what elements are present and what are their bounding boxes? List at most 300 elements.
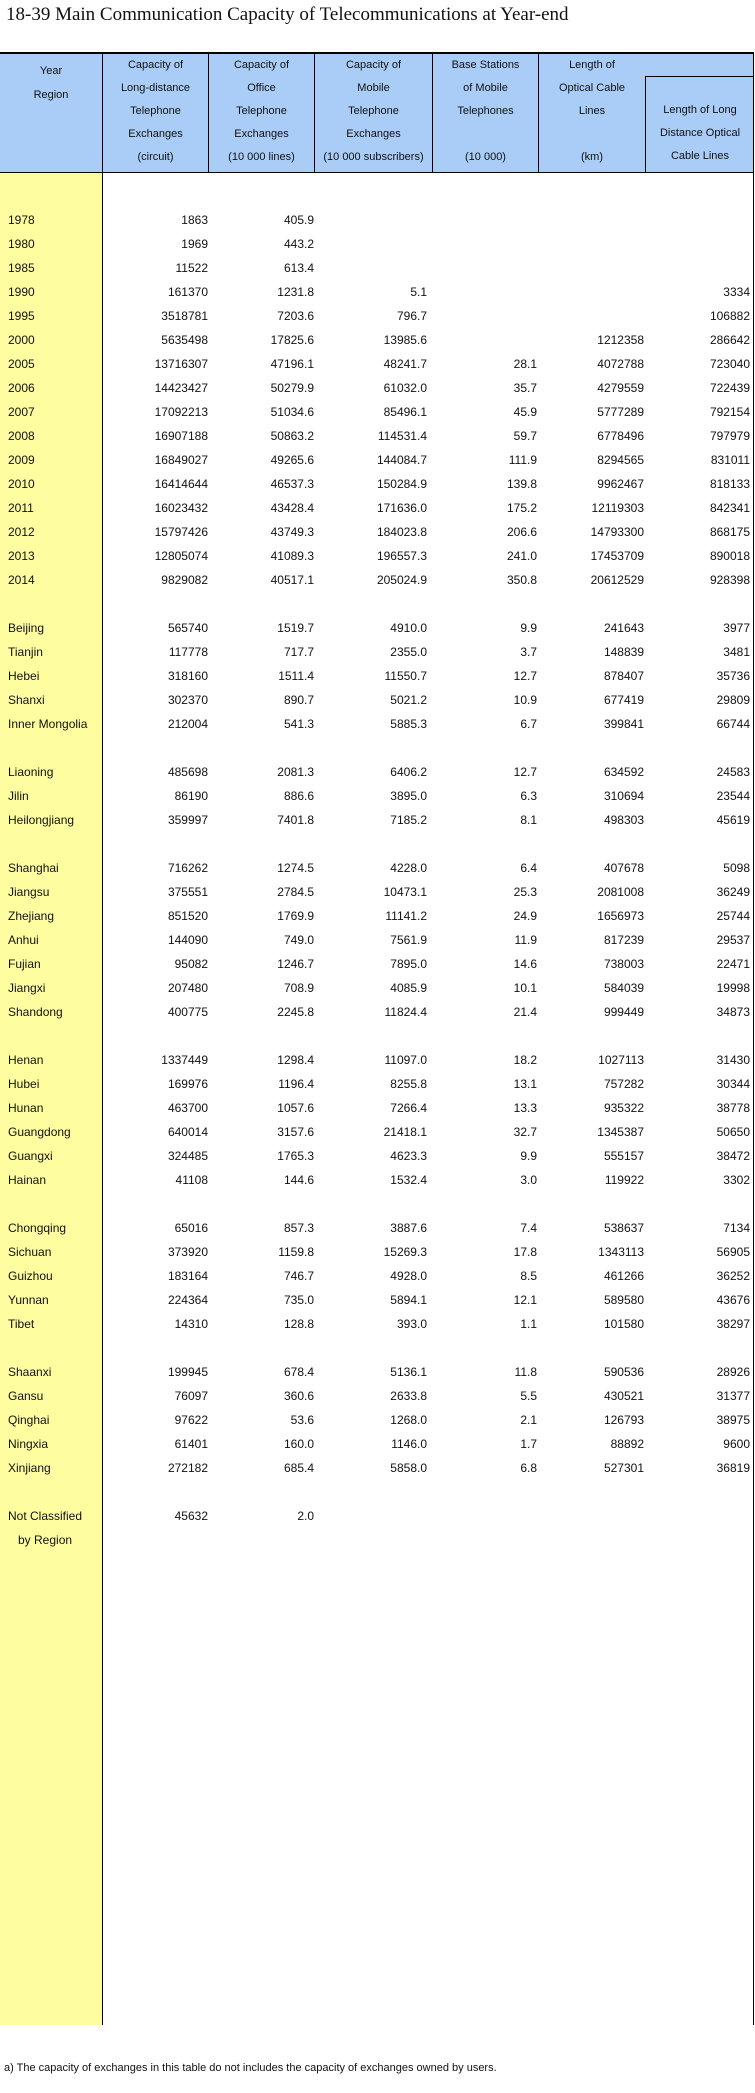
table-cell: 169976 [167, 1077, 208, 1091]
table-row [0, 498, 753, 518]
table-cell: 6.7 [520, 717, 537, 731]
table-cell: 17.8 [513, 1245, 537, 1259]
table-cell: 565740 [167, 621, 208, 635]
table-cell: 749.0 [283, 933, 314, 947]
table-cell: 935322 [603, 1101, 644, 1115]
table-cell: 171636.0 [376, 501, 427, 515]
table-row [0, 954, 753, 974]
table-cell: 47196.1 [270, 357, 314, 371]
table-cell: 1765.3 [277, 1149, 314, 1163]
table-cell: 35736 [716, 669, 750, 683]
table-cell: 2.1 [520, 1413, 537, 1427]
table-cell: 735.0 [283, 1293, 314, 1307]
table-row [0, 1434, 753, 1454]
header-col-office-exchanges [208, 54, 314, 172]
row-label: Beijing [8, 621, 45, 635]
table-cell: 144.6 [283, 1173, 314, 1187]
header-line: Long-distance [120, 82, 191, 94]
table-cell: 28.1 [513, 357, 537, 371]
table-cell: 851520 [167, 909, 208, 923]
row-label: Anhui [8, 933, 39, 947]
table-cell: 15797426 [154, 525, 208, 539]
row-label: Hebei [8, 669, 40, 683]
table-cell: 212004 [167, 717, 208, 731]
row-label: Ningxia [8, 1437, 49, 1451]
row-label: Shanxi [8, 693, 45, 707]
table-row [0, 1362, 753, 1382]
table-cell: 11.8 [514, 1365, 537, 1379]
table-cell: 1159.8 [278, 1245, 314, 1259]
table-cell: 5635498 [161, 333, 208, 347]
table-cell: 38975 [716, 1413, 750, 1427]
table-cell: 1268.0 [390, 1413, 427, 1427]
table-cell: 1231.8 [277, 285, 314, 299]
table-cell: 126793 [603, 1413, 644, 1427]
table-row [0, 1266, 753, 1286]
table-cell: 50279.9 [270, 381, 314, 395]
table-cell: 45619 [716, 813, 750, 827]
table-cell: 310694 [603, 789, 644, 803]
table-cell: 6778496 [597, 429, 644, 443]
header-line: Exchanges [346, 128, 401, 140]
table-cell: 1863 [181, 213, 208, 227]
table-row [0, 978, 753, 998]
table-cell: 12119303 [591, 501, 644, 515]
table-cell: 318160 [167, 669, 208, 683]
table-cell: 878407 [603, 669, 644, 683]
table-cell: 21.4 [513, 1005, 537, 1019]
table-cell: 2633.8 [390, 1389, 427, 1403]
table-cell: 50650 [716, 1125, 750, 1139]
table-cell: 14793300 [590, 525, 644, 539]
table-cell: 28926 [716, 1365, 750, 1379]
table-cell: 5136.1 [390, 1365, 427, 1379]
table-row [0, 546, 753, 566]
table-cell: 19998 [716, 981, 750, 995]
table-cell: 32.7 [513, 1125, 537, 1139]
table-cell: 4910.0 [390, 621, 427, 635]
table-cell: 36819 [716, 1461, 750, 1475]
table-cell: 119922 [604, 1173, 644, 1187]
table-cell: 723040 [709, 357, 750, 371]
table-cell: 34873 [716, 1005, 750, 1019]
table-row [0, 666, 753, 686]
table-cell: 678.4 [283, 1365, 314, 1379]
table-cell: 101580 [603, 1317, 644, 1331]
table-cell: 23544 [716, 789, 750, 803]
table-header [0, 52, 753, 173]
header-line: Capacity of [233, 59, 290, 71]
table-cell: 38472 [716, 1149, 750, 1163]
table-cell: 184023.8 [376, 525, 427, 539]
table-cell: 6.8 [520, 1461, 537, 1475]
table-cell: 708.9 [283, 981, 314, 995]
header-col-optical-cable-length [539, 54, 645, 172]
header-col-mobile-exchanges [314, 54, 432, 172]
table-cell: 7.4 [520, 1221, 537, 1235]
table-cell: 35.7 [513, 381, 537, 395]
table-cell: 183164 [167, 1269, 208, 1283]
table-cell: 56905 [716, 1245, 750, 1259]
table-cell: 14.6 [513, 957, 537, 971]
table-cell: 360.6 [283, 1389, 314, 1403]
table-cell: 7561.9 [390, 933, 427, 947]
row-label: Henan [8, 1053, 44, 1067]
table-cell: 613.4 [283, 261, 314, 275]
table-cell: 485698 [167, 765, 208, 779]
table-cell: 31430 [716, 1053, 750, 1067]
header-line: Optical Cable [558, 82, 626, 94]
header-col-optical-cable-group [538, 54, 753, 172]
header-line: Lines [578, 105, 606, 117]
table-cell: 196557.3 [376, 549, 427, 563]
table-cell: 375551 [167, 885, 208, 899]
table-cell: 498303 [603, 813, 644, 827]
header-line: Telephone [236, 105, 287, 117]
table-cell: 7401.8 [277, 813, 314, 827]
table-row [0, 402, 753, 422]
table-cell: 538637 [603, 1221, 644, 1235]
table-cell: 25744 [716, 909, 750, 923]
table-cell: 443.2 [283, 237, 314, 251]
table-cell: 51034.6 [270, 405, 314, 419]
table-cell: 241643 [603, 621, 644, 635]
table-cell: 677419 [603, 693, 644, 707]
table-cell: 350.8 [506, 573, 537, 587]
table-cell: 1532.4 [390, 1173, 427, 1187]
table-cell: 18.2 [513, 1053, 537, 1067]
table-cell: 286642 [709, 333, 750, 347]
header-line: Exchanges [128, 128, 183, 140]
table-cell: 463700 [167, 1101, 208, 1115]
table-row [0, 1458, 753, 1478]
table-cell: 24583 [716, 765, 750, 779]
table-cell: 36249 [716, 885, 750, 899]
header-line: Length of [569, 59, 615, 71]
row-label: Heilongjiang [8, 813, 75, 827]
table-cell: 40517.1 [270, 573, 314, 587]
table-cell: 1027113 [598, 1053, 644, 1067]
table-cell: 31377 [716, 1389, 750, 1403]
table-cell: 13716307 [154, 357, 208, 371]
row-label: 1980 [8, 237, 35, 251]
table-row [0, 810, 753, 830]
row-label: 2007 [8, 405, 35, 419]
table-cell: 97622 [174, 1413, 208, 1427]
table-cell: 831011 [710, 453, 750, 467]
table-cell: 199945 [167, 1365, 208, 1379]
table-cell: 5098 [723, 861, 750, 875]
table-cell: 4623.3 [390, 1149, 427, 1163]
row-label: 2009 [8, 453, 35, 467]
table-cell: 3.0 [520, 1173, 537, 1187]
row-label: 1990 [8, 285, 35, 299]
table-cell: 2.0 [297, 1509, 314, 1523]
row-label: Qinghai [8, 1413, 50, 1427]
table-cell: 88892 [610, 1437, 644, 1451]
table-cell: 43676 [716, 1293, 750, 1307]
table-cell: 1.7 [520, 1437, 537, 1451]
table-cell: 161370 [167, 285, 208, 299]
header-col-base-stations [432, 54, 538, 172]
table-cell: 21418.1 [383, 1125, 427, 1139]
table-cell: 7266.4 [390, 1101, 427, 1115]
table-cell: 1969 [181, 237, 208, 251]
table-cell: 6.4 [520, 861, 537, 875]
table-cell: 5858.0 [390, 1461, 427, 1475]
table-row [0, 906, 753, 926]
header-line: Mobile [357, 82, 390, 94]
table-cell: 150284.9 [376, 477, 427, 491]
table-cell: 890.7 [283, 693, 314, 707]
table-cell: 41108 [175, 1173, 208, 1187]
table-cell: 48241.7 [383, 357, 427, 371]
row-label: by Region [18, 1533, 73, 1547]
table-cell: 3518781 [161, 309, 208, 323]
header-line: Cable Lines [670, 150, 730, 162]
table-cell: 928398 [709, 573, 750, 587]
table-row [0, 354, 753, 374]
table-cell: 11097.0 [384, 1053, 427, 1067]
table-cell: 13.3 [513, 1101, 537, 1115]
table-cell: 144090 [167, 933, 208, 947]
header-row-label [0, 54, 102, 172]
header-line: (circuit) [137, 151, 174, 163]
row-label: Hainan [8, 1173, 47, 1187]
table-cell: 3.7 [520, 645, 537, 659]
table-cell: 29537 [716, 933, 750, 947]
table-cell: 38778 [716, 1101, 750, 1115]
header-line: Distance Optical [659, 127, 741, 139]
table-cell: 757282 [603, 1077, 644, 1091]
table-cell: 1511.4 [278, 669, 314, 683]
row-label: Shanghai [8, 861, 59, 875]
table-cell: 857.3 [283, 1221, 314, 1235]
table-cell: 5894.1 [390, 1293, 427, 1307]
table-cell: 6406.2 [390, 765, 427, 779]
table-cell: 685.4 [283, 1461, 314, 1475]
table-cell: 7134 [723, 1221, 750, 1235]
table-cell: 46537.3 [270, 477, 314, 491]
table-cell: 590536 [603, 1365, 644, 1379]
table-row [0, 786, 753, 806]
table-cell: 4228.0 [390, 861, 427, 875]
table-row [0, 762, 753, 782]
table-cell: 1246.7 [277, 957, 314, 971]
table-cell: 241.0 [506, 549, 537, 563]
table-cell: 6.3 [520, 789, 537, 803]
table-cell: 17825.6 [270, 333, 314, 347]
table-row [0, 930, 753, 950]
table-cell: 634592 [603, 765, 644, 779]
table-cell: 584039 [603, 981, 644, 995]
table-cell: 430521 [603, 1389, 644, 1403]
table-cell: 400775 [167, 1005, 208, 1019]
table-cell: 796.7 [396, 309, 427, 323]
table-row [0, 450, 753, 470]
table-cell: 589580 [603, 1293, 644, 1307]
table-cell: 16023432 [154, 501, 208, 515]
table-cell: 2081008 [597, 885, 644, 899]
table-row [0, 1386, 753, 1406]
table-cell: 3895.0 [390, 789, 427, 803]
table-cell: 11522 [175, 261, 208, 275]
table-cell: 2245.8 [277, 1005, 314, 1019]
table-row [0, 1242, 753, 1262]
row-label: Shaanxi [8, 1365, 52, 1379]
table-cell: 9829082 [161, 573, 208, 587]
table-cell: 5.1 [410, 285, 427, 299]
table-cell: 148839 [603, 645, 644, 659]
table-cell: 842341 [709, 501, 750, 515]
table-cell: 1196.4 [278, 1077, 314, 1091]
table-cell: 111.9 [508, 453, 537, 467]
table-cell: 12.7 [513, 765, 537, 779]
header-line: Capacity of [345, 59, 402, 71]
row-label: 2010 [8, 477, 35, 491]
table-cell: 999449 [603, 1005, 644, 1019]
table-cell: 224364 [167, 1293, 208, 1307]
table-cell: 7895.0 [390, 957, 427, 971]
header-line: (km) [581, 151, 603, 163]
row-label: Jiangxi [8, 981, 46, 995]
table-row [0, 1146, 753, 1166]
table-cell: 12.1 [513, 1293, 537, 1307]
table-cell: 50863.2 [270, 429, 314, 443]
table-cell: 53.6 [290, 1413, 314, 1427]
table-row [0, 1410, 753, 1430]
row-label: Zhejiang [8, 909, 55, 923]
row-label: 1978 [8, 213, 35, 227]
header-region-label: Region [33, 89, 69, 101]
table-cell: 746.7 [283, 1269, 314, 1283]
table-row [0, 714, 753, 734]
table-cell: 3887.6 [390, 1221, 427, 1235]
table-cell: 207480 [167, 981, 208, 995]
table-cell: 324485 [167, 1149, 208, 1163]
table-row [0, 426, 753, 446]
table-cell: 640014 [167, 1125, 208, 1139]
table-cell: 12.7 [513, 669, 537, 683]
table-cell: 61401 [174, 1437, 208, 1451]
table-cell: 9.9 [520, 621, 537, 635]
table-row [0, 570, 753, 590]
table-cell: 1345387 [597, 1125, 644, 1139]
table-cell: 175.2 [506, 501, 537, 515]
table-cell: 1057.6 [277, 1101, 314, 1115]
table-row [0, 642, 753, 662]
table-cell: 59.7 [513, 429, 537, 443]
table-cell: 11824.4 [384, 1005, 427, 1019]
table-cell: 8.1 [520, 813, 537, 827]
table-cell: 8294565 [597, 453, 644, 467]
table-cell: 10.9 [513, 693, 537, 707]
table-cell: 43428.4 [270, 501, 314, 515]
row-label: Not Classified [8, 1509, 83, 1523]
table-row [0, 1050, 753, 1070]
table-cell: 114531.4 [377, 429, 427, 443]
table-cell: 10.1 [513, 981, 537, 995]
table-cell: 7185.2 [390, 813, 427, 827]
table-cell: 4279559 [597, 381, 644, 395]
table-row [0, 1290, 753, 1310]
row-label-continuation [0, 1530, 753, 1550]
row-label: 1995 [8, 309, 35, 323]
table-row [0, 1506, 753, 1526]
table-row [0, 378, 753, 398]
table-cell: 5.5 [520, 1389, 537, 1403]
table-cell: 722439 [709, 381, 750, 395]
table-cell: 792154 [709, 405, 750, 419]
table-cell: 9.9 [520, 1149, 537, 1163]
row-label: Fujian [8, 957, 41, 971]
table-cell: 1656973 [597, 909, 644, 923]
table-cell: 11141.2 [385, 909, 427, 923]
table-cell: 45.9 [513, 405, 537, 419]
header-line: Telephones [457, 105, 514, 117]
table-cell: 76097 [174, 1389, 208, 1403]
table-cell: 373920 [167, 1245, 208, 1259]
table-cell: 890018 [709, 549, 750, 563]
table-row [0, 1170, 753, 1190]
table-cell: 66744 [716, 717, 750, 731]
table-cell: 36252 [716, 1269, 750, 1283]
table-cell: 205024.9 [376, 573, 427, 587]
table-cell: 717.7 [283, 645, 314, 659]
table-cell: 144084.7 [376, 453, 427, 467]
table-cell: 4085.9 [390, 981, 427, 995]
table-cell: 461266 [603, 1269, 644, 1283]
row-label: Yunnan [8, 1293, 49, 1307]
row-label: Guangxi [8, 1149, 53, 1163]
table-cell: 817239 [603, 933, 644, 947]
row-label: Shandong [8, 1005, 63, 1019]
table-cell: 1146.0 [391, 1437, 427, 1451]
table-row [0, 618, 753, 638]
table-cell: 5021.2 [390, 693, 427, 707]
table-cell: 8.5 [520, 1269, 537, 1283]
table-cell: 160.0 [283, 1437, 314, 1451]
row-label: Inner Mongolia [8, 717, 88, 731]
table-cell: 17453709 [590, 549, 644, 563]
table-cell: 541.3 [283, 717, 314, 731]
table-cell: 4928.0 [390, 1269, 427, 1283]
header-line: Telephone [130, 105, 181, 117]
table-cell: 11.9 [514, 933, 537, 947]
table-cell: 272182 [167, 1461, 208, 1475]
table-cell: 1298.4 [277, 1053, 314, 1067]
table-cell: 797979 [709, 429, 750, 443]
table-cell: 2784.5 [277, 885, 314, 899]
row-label: 2005 [8, 357, 35, 371]
row-label: 2014 [8, 573, 35, 587]
row-label: Tibet [8, 1317, 35, 1331]
row-label: 2006 [8, 381, 35, 395]
header-line: Telephone [348, 105, 399, 117]
table-cell: 11550.7 [384, 669, 427, 683]
row-label: 2000 [8, 333, 35, 347]
header-line: of Mobile [463, 82, 508, 94]
table-cell: 16849027 [154, 453, 208, 467]
header-line: (10 000 subscribers) [323, 151, 424, 163]
table-cell: 25.3 [513, 885, 537, 899]
row-label: 1985 [8, 261, 35, 275]
header-line: Office [247, 82, 276, 94]
table-row [0, 522, 753, 542]
table-cell: 1.1 [520, 1317, 537, 1331]
footnote: a) The capacity of exchanges in this table do not includes the capacity of exchanges owned by users. [4, 2062, 497, 2074]
table-cell: 3157.6 [277, 1125, 314, 1139]
